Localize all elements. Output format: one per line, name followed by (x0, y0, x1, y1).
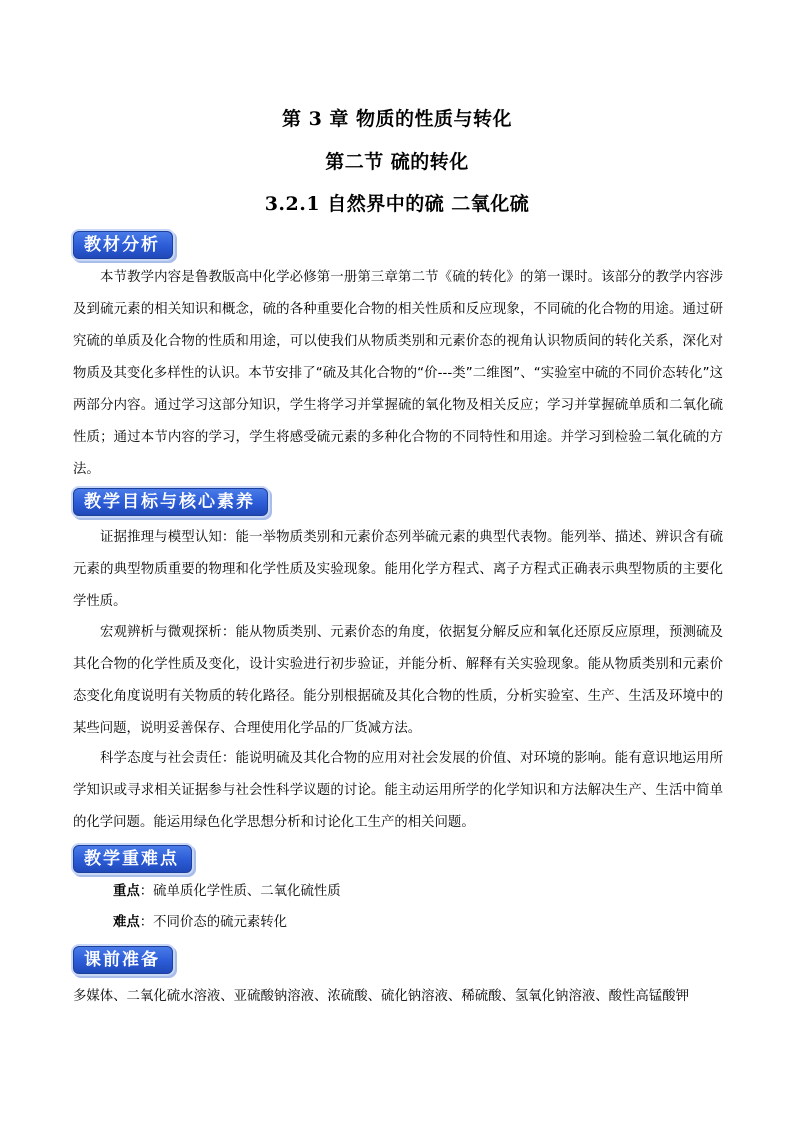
preparation-badge: 课前准备 (73, 946, 173, 974)
focus-text: ：硫单质化学性质、二氧化硫性质 (139, 884, 341, 899)
goal-paragraph-macro-micro: 宏观辨析与微观探析：能从物质类别、元素价态的角度，依据复分解反应和氧化还原反应原理，预测硫及其化合物的化学性质及变化，设计实验进行初步验证，并能分析、解释有关实验现象。能从物质类别和元素价态变化角度说明有关物质的转化路径。能分别根据硫及其化合物的性质，分析实验室、生产、生活及环境中的某些问题，说明妥善保存、合理使用化学品的厂货减方法。 (73, 625, 723, 736)
goal-paragraph-attitude: 科学态度与社会责任：能说明硫及其化合物的应用对社会发展的价值、对环境的影响。能有意识地运用所学知识或寻求相关证据参与社会性科学议题的讨论。能主动运用所学的化学知识和方法解决生产、生活中简单的化学问题。能运用绿色化学思想分析和讨论化工生产的相关问题。 (73, 751, 723, 830)
difficulty-text: ：不同价态的硫元素转化 (139, 915, 288, 930)
analysis-paragraph: 本节教学内容是鲁教版高中化学必修第一册第三章第二节《硫的转化》的第一课时。该部分的教学内容涉及到硫元素的相关知识和概念，硫的各种重要化合物的相关性质和反应现象，不同硫的化合物的用途。通过研究硫的单质及化合物的性质和用途，可以使我们从物质类别和元素价态的视角认识物质间的转化关系，深化对物质及其变化多样性的认识。本节安排了“硫及其化合物的“价---类”二维图”、“实验室中硫的不同价态转化”这两部分内容。通过学习这部分知识，学生将学习并掌握硫的氧化物及相关反应；学习并掌握硫单质和二氧化硫性质；通过本节内容的学习，学生将感受硫元素的多种化合物的不同特性和用途。并学习到检验二氧化硫的方法。 (73, 270, 723, 477)
difficulty-label: 难点 (113, 915, 140, 930)
chapter-title: 第 3 章 物质的性质与转化 (281, 108, 513, 130)
focus-label: 重点 (113, 884, 140, 899)
lesson-title: 3.2.1 自然界中的硫 二氧化硫 (264, 193, 530, 215)
difficulty-line (113, 913, 287, 933)
preparation-text: 多媒体、二氧化硫水溶液、亚硫酸钠溶液、浓硫酸、硫化钠溶液、稀硫酸、氢氧化钠溶液、酸性高锰酸钾 (73, 989, 689, 1004)
goals-badge: 教学目标与核心素养 (73, 488, 268, 516)
key-points-badge: 教学重难点 (73, 845, 192, 873)
section-title: 第二节 硫的转化 (325, 151, 469, 173)
goal-paragraph-evidence: 证据推理与模型认知：能一举物质类别和元素价态列举硫元素的典型代表物。能列举、描述、辨识含有硫元素的典型物质重要的物理和化学性质及实验现象。能用化学方程式、离子方程式正确表示典型物质的主要化学性质。 (73, 530, 723, 609)
focus-line (113, 882, 341, 902)
analysis-badge: 教材分析 (73, 231, 173, 259)
